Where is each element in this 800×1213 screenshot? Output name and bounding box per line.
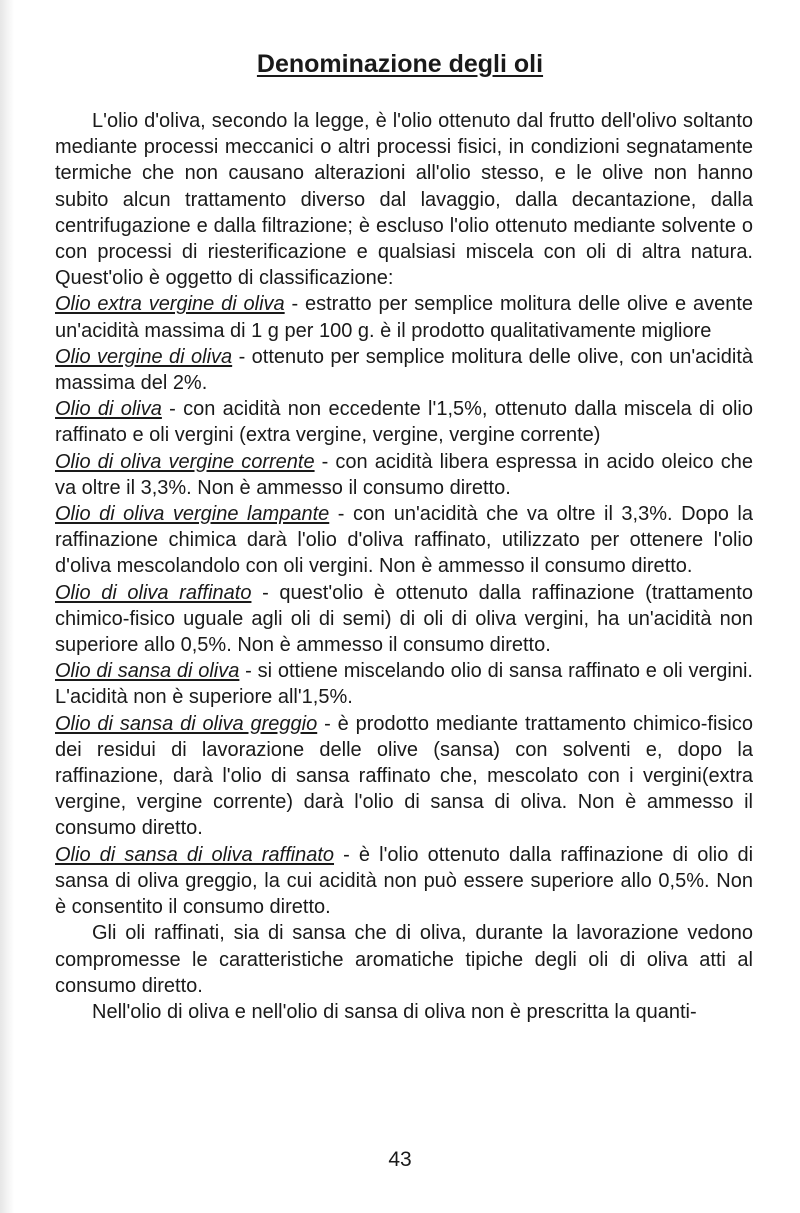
definition-text: - con un'acidità che va oltre il 3,3%. Dopo la raffinazione chimica darà l'olio d'oliva raffinato, utilizzato per ottenere l'olio d'oliva mescolandolo con oli vergini. Non è ammesso il consumo diretto. bbox=[55, 503, 753, 578]
definition-text: - quest'olio è ottenuto dalla raffinazione (trattamento chimico-fisico uguale agli oli di semi) di oli di oliva vergini, ha un'acidità non superiore allo 0,5%. Non è ammesso il consumo diretto. bbox=[55, 581, 753, 657]
definition-item bbox=[55, 396, 753, 448]
definition-term: Olio di sansa di oliva bbox=[55, 660, 240, 683]
definition-text: - è prodotto mediante trattamento chimico-fisico dei residui di lavorazione delle olive (sansa) con solventi e, dopo la raffinazione, darà l'olio di sansa raffinato che, mescolato con i vergini(extra vergine, vergine corrente) darà l'olio di sansa di oliva. Non è ammesso il consumo diretto. bbox=[55, 712, 754, 840]
definition-text: - è l'olio ottenuto dalla raffinazione di olio di sansa di oliva greggio, la cui acidità non può essere superiore allo 0,5%. Non è consentito il consumo diretto. bbox=[55, 843, 754, 919]
definition-text: - si ottiene miscelando olio di sansa raffinato e oli vergini. L'acidità non è superiore all'1,5%. bbox=[55, 660, 753, 709]
definition-text: - estratto per semplice molitura delle olive e avente un'acidità massima di 1 g per 100 g. è il prodotto qualitativamente migliore bbox=[55, 293, 753, 342]
definition-item bbox=[55, 501, 753, 580]
body-text bbox=[55, 108, 753, 1025]
definition-item bbox=[55, 711, 753, 842]
page-number: 43 bbox=[388, 1148, 412, 1171]
definition-term: Olio di oliva raffinato bbox=[55, 581, 252, 604]
definition-text: - ottenuto per semplice molitura delle olive, con un'acidità massima del 2%. bbox=[55, 345, 753, 395]
definition-term: Olio di sansa di oliva greggio bbox=[55, 712, 318, 735]
definition-item bbox=[55, 344, 753, 396]
definition-item bbox=[55, 842, 753, 921]
definition-item bbox=[55, 291, 753, 343]
definition-item bbox=[55, 580, 753, 659]
definition-term: Olio di oliva vergine lampante bbox=[55, 503, 330, 526]
definition-term: Olio di oliva vergine corrente bbox=[55, 450, 315, 473]
intro-paragraph: L'olio d'oliva, secondo la legge, è l'olio ottenuto dal frutto dell'olivo soltanto mediante processi meccanici o altri processi fisici, in condizioni segnatamente termiche che non causano alterazioni all'olio stesso, e le olive non hanno subito alcun trattamento diverso dal lavaggio, dalla decantazione, dalla centrifugazione e dalla filtrazione; è escluso l'olio ottenuto mediante solvente o con processi di riesterificazione e qualsiasi miscela con oli di altra natura. Quest'olio è oggetto di classificazione: bbox=[55, 110, 753, 290]
definition-term: Olio extra vergine di oliva bbox=[55, 293, 285, 316]
definition-item bbox=[55, 658, 753, 710]
definition-item bbox=[55, 449, 753, 501]
definition-term: Olio di sansa di oliva raffinato bbox=[55, 843, 335, 866]
last-paragraph: Nell'olio di oliva e nell'olio di sansa di oliva non è prescritta la quanti- bbox=[92, 1000, 697, 1023]
definition-term: Olio vergine di oliva bbox=[55, 345, 233, 368]
definition-text: - con acidità non eccedente l'1,5%, ottenuto dalla miscela di olio raffinato e oli vergini (extra vergine, vergine, vergine corrente) bbox=[55, 398, 753, 447]
definition-term: Olio di oliva bbox=[55, 398, 162, 421]
refined-oils-paragraph: Gli oli raffinati, sia di sansa che di oliva, durante la lavorazione vedono compromesse le caratteristiche aromatiche tipiche degli oli di oliva atti al consumo diretto. bbox=[55, 922, 753, 997]
definition-text: - con acidità libera espressa in acido oleico che va oltre il 3,3%. Non è ammesso il consumo diretto. bbox=[55, 450, 753, 499]
page-title: Denominazione degli oli bbox=[256, 50, 544, 78]
